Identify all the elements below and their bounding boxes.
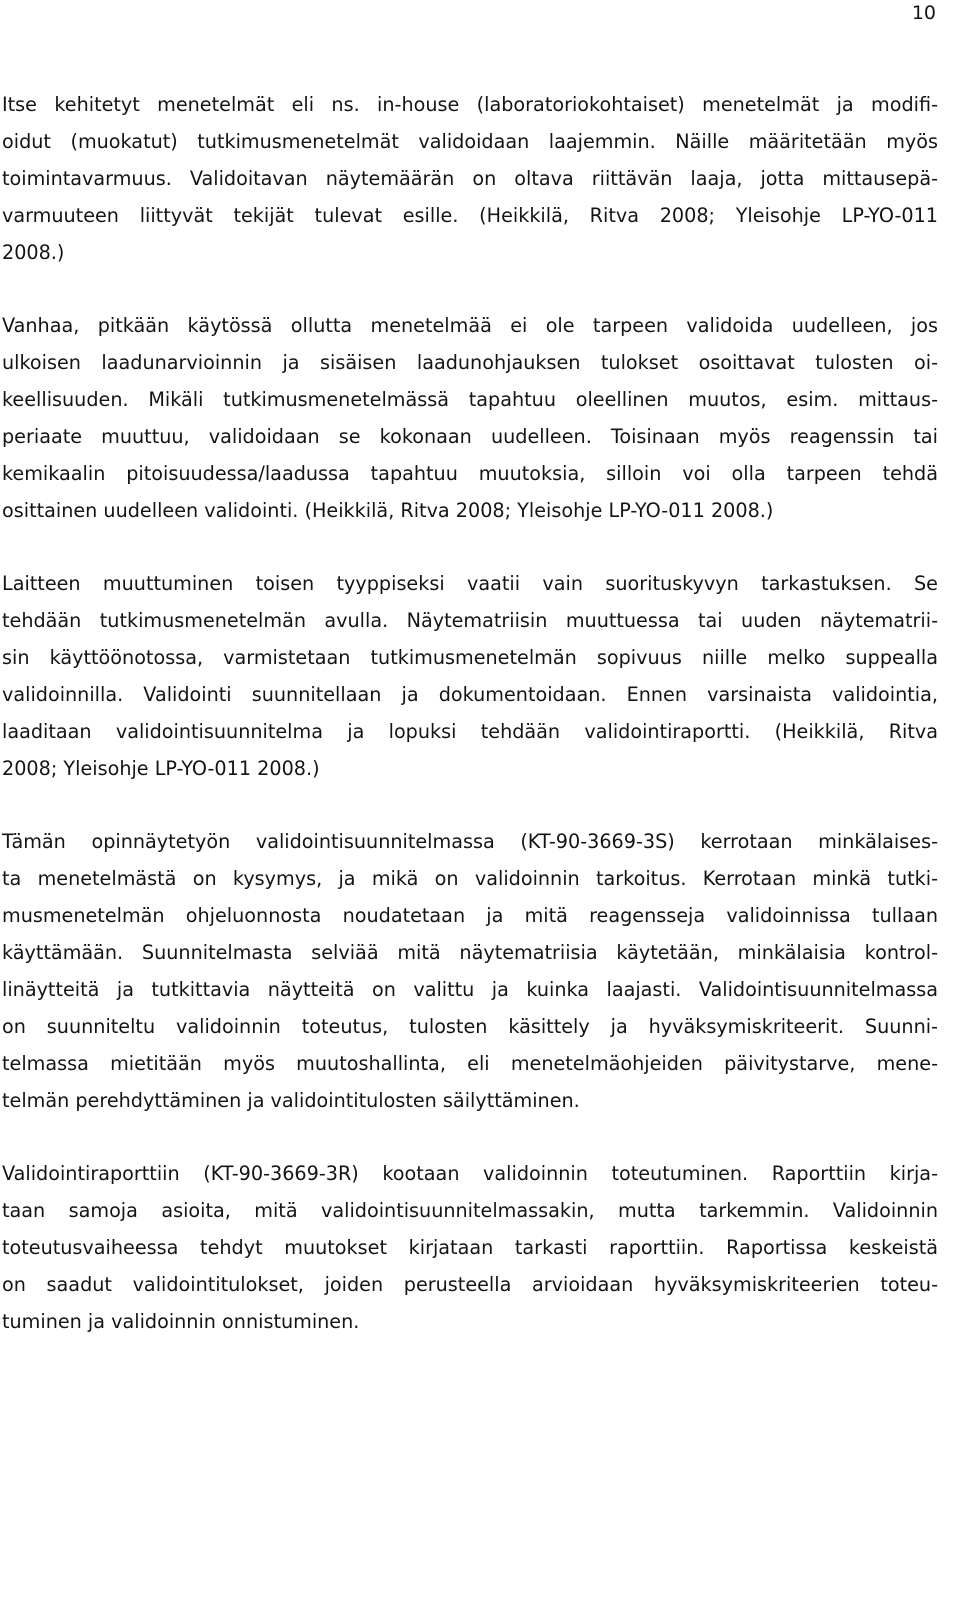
- text-line: musmenetelmän ohjeluonnosta noudatetaan ja mitä reagensseja validoinnissa tullaan: [2, 904, 938, 927]
- text-line: oidut (muokatut) tutkimusmenetelmät validoidaan laajemmin. Näille määritetään myös: [2, 130, 938, 153]
- text-line: Vanhaa, pitkään käytössä ollutta menetelmää ei ole tarpeen validoida uudelleen, jos: [2, 314, 938, 337]
- text-line: periaate muuttuu, validoidaan se kokonaan uudelleen. Toisinaan myös reagenssin tai: [2, 425, 938, 448]
- text-line: kemikaalin pitoisuudessa/laadussa tapahtuu muutoksia, silloin voi olla tarpeen tehdä: [2, 462, 938, 485]
- document-body: [2, 86, 938, 1340]
- text-line: Itse kehitetyt menetelmät eli ns. in-house (laboratoriokohtaiset) menetelmät ja modifi-: [2, 93, 938, 116]
- text-line: keellisuuden. Mikäli tutkimusmenetelmässä tapahtuu oleellinen muutos, esim. mittaus-: [2, 388, 938, 411]
- paragraph-4: [2, 823, 938, 1119]
- text-line: toimintavarmuus. Validoitavan näytemäärän on oltava riittävän laaja, jotta mittausepä-: [2, 167, 938, 190]
- text-line: varmuuteen liittyvät tekijät tulevat esille. (Heikkilä, Ritva 2008; Yleisohje LP-YO-011: [2, 204, 938, 227]
- text-line: tehdään tutkimusmenetelmän avulla. Näytematriisin muuttuessa tai uuden näytematrii-: [2, 609, 938, 632]
- text-line: Laitteen muuttuminen toisen tyyppiseksi vaatii vain suorituskyvyn tarkastuksen. Se: [2, 572, 938, 595]
- text-line: käyttämään. Suunnitelmasta selviää mitä näytematriisia käytetään, minkälaisia kontrol-: [2, 941, 938, 964]
- text-line: Validointiraporttiin (KT-90-3669-3R) kootaan validoinnin toteutuminen. Raporttiin kirja-: [2, 1162, 938, 1185]
- page-number: 10: [911, 2, 936, 24]
- text-line: ta menetelmästä on kysymys, ja mikä on validoinnin tarkoitus. Kerrotaan minkä tutki-: [2, 867, 938, 890]
- text-line: ulkoisen laadunarvioinnin ja sisäisen laadunohjauksen tulokset osoittavat tulosten oi-: [2, 351, 938, 374]
- text-line: sin käyttöönotossa, varmistetaan tutkimusmenetelmän sopivuus niille melko suppealla: [2, 646, 938, 669]
- text-line: validoinnilla. Validointi suunnitellaan ja dokumentoidaan. Ennen varsinaista validointia,: [2, 683, 938, 706]
- text-line: on saadut validointitulokset, joiden perusteella arvioidaan hyväksymiskriteerien toteu-: [2, 1273, 938, 1296]
- text-line: on suunniteltu validoinnin toteutus, tulosten käsittely ja hyväksymiskriteerit. Suunni-: [2, 1015, 938, 1038]
- text-line: telmän perehdyttäminen ja validointitulosten säilyttäminen.: [2, 1089, 580, 1112]
- text-line: telmassa mietitään myös muutoshallinta, eli menetelmäohjeiden päivitystarve, mene-: [2, 1052, 938, 1075]
- paragraph-3: [2, 565, 938, 787]
- text-line: toteutusvaiheessa tehdyt muutokset kirjataan tarkasti raporttiin. Raportissa keskeistä: [2, 1236, 938, 1259]
- text-line: laaditaan validointisuunnitelma ja lopuksi tehdään validointiraportti. (Heikkilä, Ritva: [2, 720, 938, 743]
- paragraph-2: [2, 307, 938, 529]
- text-line: Tämän opinnäytetyön validointisuunnitelmassa (KT-90-3669-3S) kerrotaan minkälaises-: [2, 830, 938, 853]
- text-line: osittainen uudelleen validointi. (Heikkilä, Ritva 2008; Yleisohje LP-YO-011 2008.): [2, 499, 774, 522]
- text-line: tuminen ja validoinnin onnistuminen.: [2, 1310, 360, 1333]
- text-line: 2008.): [2, 241, 65, 264]
- text-line: taan samoja asioita, mitä validointisuunnitelmassakin, mutta tarkemmin. Validoinnin: [2, 1199, 938, 1222]
- paragraph-5: [2, 1155, 938, 1340]
- paragraph-1: [2, 86, 938, 271]
- text-line: linäytteitä ja tutkittavia näytteitä on valittu ja kuinka laajasti. Validointisuunnitelmassa: [2, 978, 938, 1001]
- text-line: 2008; Yleisohje LP-YO-011 2008.): [2, 757, 320, 780]
